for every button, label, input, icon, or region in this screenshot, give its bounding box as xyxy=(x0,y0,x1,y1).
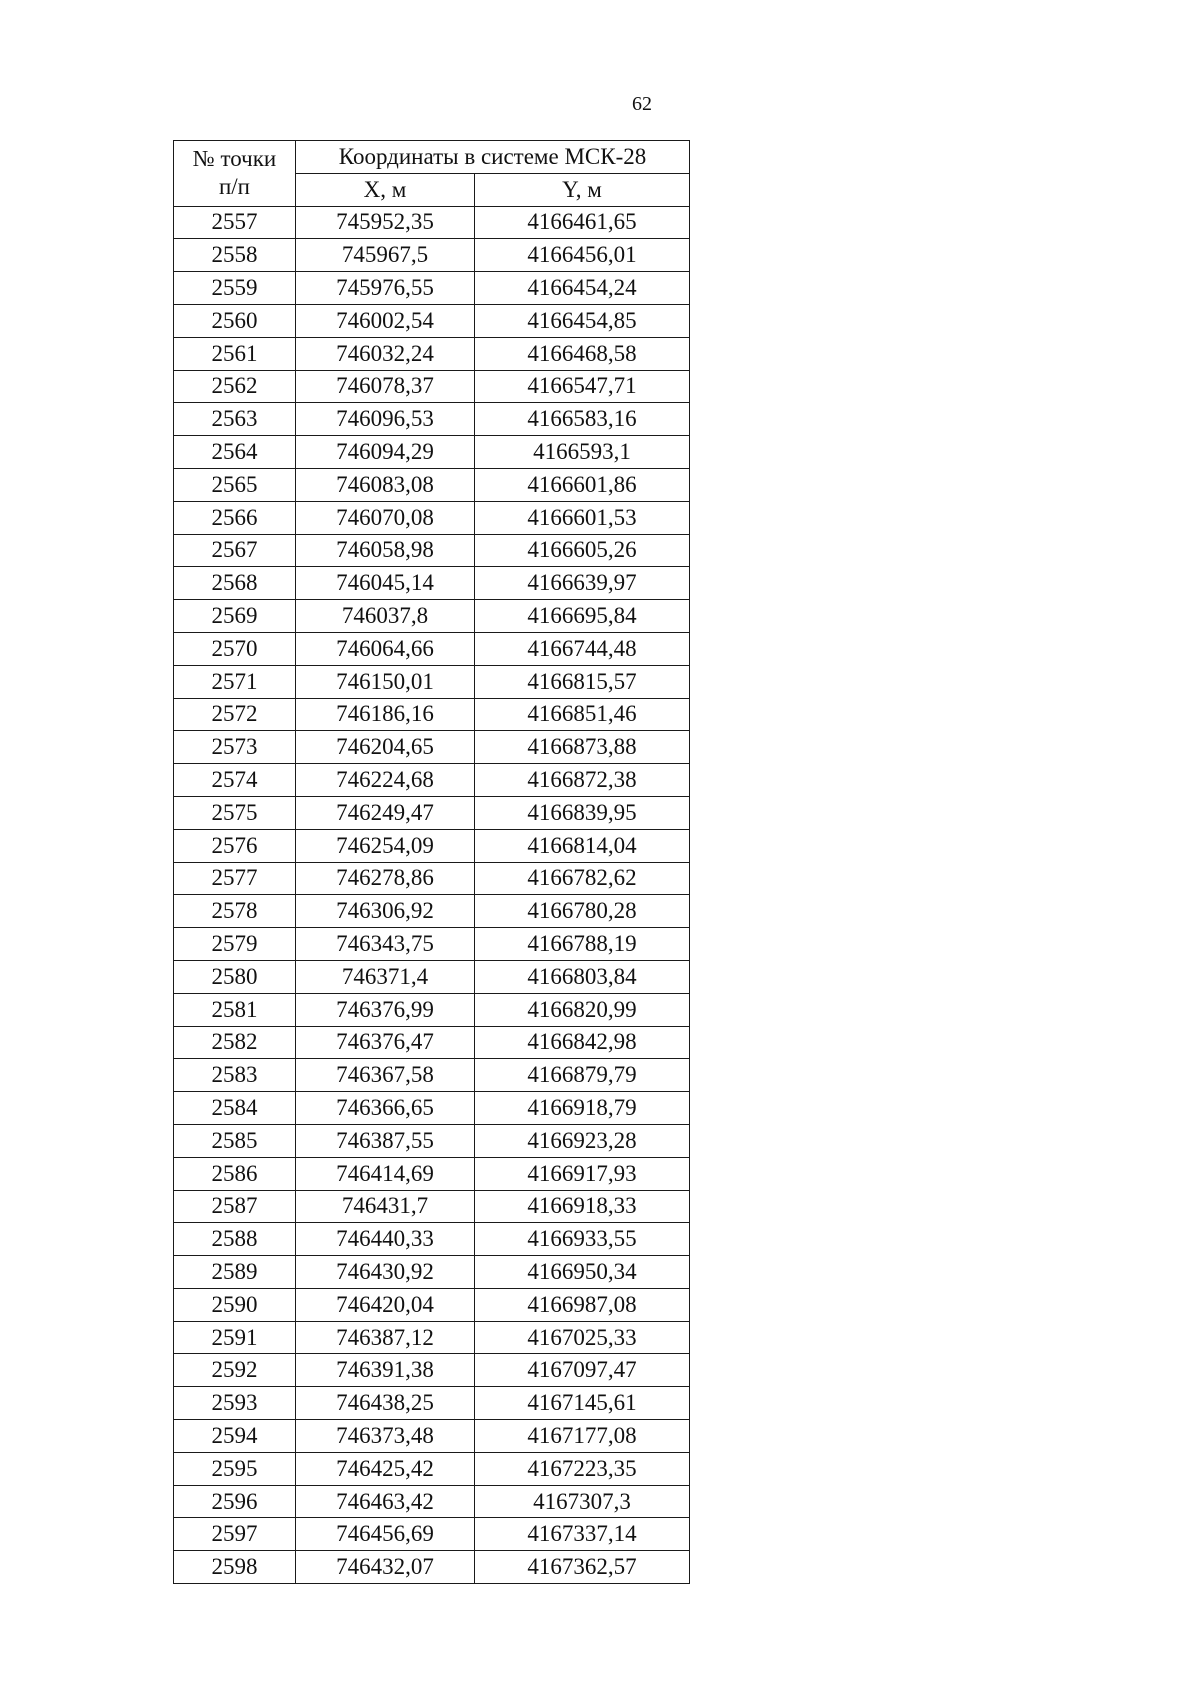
table-row xyxy=(174,1387,690,1420)
x-coordinate-cell: 746456,69 xyxy=(296,1518,475,1551)
y-coordinate-cell: 4166456,01 xyxy=(475,239,690,272)
point-number-cell: 2570 xyxy=(174,632,296,665)
x-coordinate-cell: 746432,07 xyxy=(296,1551,475,1584)
table-row xyxy=(174,370,690,403)
y-coordinate-cell: 4166814,04 xyxy=(475,829,690,862)
point-number-cell: 2582 xyxy=(174,1026,296,1059)
y-coordinate-cell: 4166933,55 xyxy=(475,1223,690,1256)
point-number-cell: 2589 xyxy=(174,1256,296,1289)
table-row xyxy=(174,698,690,731)
table-row xyxy=(174,403,690,436)
x-coordinate-cell: 746438,25 xyxy=(296,1387,475,1420)
y-coordinate-cell: 4166601,86 xyxy=(475,468,690,501)
y-coordinate-cell: 4166918,33 xyxy=(475,1190,690,1223)
point-number-cell: 2573 xyxy=(174,731,296,764)
table-row xyxy=(174,436,690,469)
table-row xyxy=(174,337,690,370)
point-number-cell: 2557 xyxy=(174,206,296,239)
point-number-cell: 2594 xyxy=(174,1420,296,1453)
x-coordinate-cell: 746224,68 xyxy=(296,764,475,797)
y-coordinate-cell: 4167145,61 xyxy=(475,1387,690,1420)
y-coordinate-cell: 4166873,88 xyxy=(475,731,690,764)
point-number-cell: 2578 xyxy=(174,895,296,928)
point-number-cell: 2591 xyxy=(174,1321,296,1354)
table-row xyxy=(174,960,690,993)
y-coordinate-cell: 4166917,93 xyxy=(475,1157,690,1190)
y-coordinate-cell: 4166815,57 xyxy=(475,665,690,698)
header-row-top xyxy=(174,141,690,174)
y-coordinate-cell: 4166851,46 xyxy=(475,698,690,731)
x-column-header: X, м xyxy=(296,173,475,206)
point-number-cell: 2566 xyxy=(174,501,296,534)
point-number-cell: 2568 xyxy=(174,567,296,600)
x-coordinate-cell: 746387,12 xyxy=(296,1321,475,1354)
point-number-cell: 2584 xyxy=(174,1092,296,1125)
y-coordinate-cell: 4166593,1 xyxy=(475,436,690,469)
table-row xyxy=(174,304,690,337)
x-coordinate-cell: 746096,53 xyxy=(296,403,475,436)
point-number-header-line1: № точки xyxy=(192,146,277,172)
point-number-cell: 2575 xyxy=(174,796,296,829)
y-coordinate-cell: 4166987,08 xyxy=(475,1288,690,1321)
table-row xyxy=(174,895,690,928)
x-coordinate-cell: 746414,69 xyxy=(296,1157,475,1190)
x-coordinate-cell: 746037,8 xyxy=(296,600,475,633)
x-coordinate-cell: 746420,04 xyxy=(296,1288,475,1321)
x-coordinate-cell: 746430,92 xyxy=(296,1256,475,1289)
x-coordinate-cell: 746278,86 xyxy=(296,862,475,895)
y-coordinate-cell: 4166950,34 xyxy=(475,1256,690,1289)
table-body xyxy=(174,206,690,1583)
y-coordinate-cell: 4166918,79 xyxy=(475,1092,690,1125)
y-coordinate-cell: 4167307,3 xyxy=(475,1485,690,1518)
y-coordinate-cell: 4166820,99 xyxy=(475,993,690,1026)
y-column-header: Y, м xyxy=(475,173,690,206)
table-row xyxy=(174,1190,690,1223)
y-coordinate-cell: 4167025,33 xyxy=(475,1321,690,1354)
table-row xyxy=(174,534,690,567)
y-coordinate-cell: 4166605,26 xyxy=(475,534,690,567)
point-number-cell: 2563 xyxy=(174,403,296,436)
table-row xyxy=(174,567,690,600)
table-row xyxy=(174,1124,690,1157)
x-coordinate-cell: 746440,33 xyxy=(296,1223,475,1256)
point-number-cell: 2569 xyxy=(174,600,296,633)
x-coordinate-cell: 745952,35 xyxy=(296,206,475,239)
point-number-cell: 2572 xyxy=(174,698,296,731)
point-number-cell: 2588 xyxy=(174,1223,296,1256)
table-row xyxy=(174,600,690,633)
x-coordinate-cell: 746387,55 xyxy=(296,1124,475,1157)
y-coordinate-cell: 4166879,79 xyxy=(475,1059,690,1092)
x-coordinate-cell: 746186,16 xyxy=(296,698,475,731)
x-coordinate-cell: 746371,4 xyxy=(296,960,475,993)
y-coordinate-cell: 4166788,19 xyxy=(475,928,690,961)
table-row xyxy=(174,272,690,305)
x-coordinate-cell: 746058,98 xyxy=(296,534,475,567)
x-coordinate-cell: 746425,42 xyxy=(296,1452,475,1485)
x-coordinate-cell: 746376,47 xyxy=(296,1026,475,1059)
point-number-cell: 2571 xyxy=(174,665,296,698)
y-coordinate-cell: 4166780,28 xyxy=(475,895,690,928)
x-coordinate-cell: 746431,7 xyxy=(296,1190,475,1223)
point-number-cell: 2558 xyxy=(174,239,296,272)
point-number-cell: 2592 xyxy=(174,1354,296,1387)
table-row xyxy=(174,1518,690,1551)
x-coordinate-cell: 746032,24 xyxy=(296,337,475,370)
point-number-cell: 2579 xyxy=(174,928,296,961)
point-number-cell: 2567 xyxy=(174,534,296,567)
x-coordinate-cell: 746367,58 xyxy=(296,1059,475,1092)
table-row xyxy=(174,829,690,862)
y-coordinate-cell: 4166872,38 xyxy=(475,764,690,797)
y-coordinate-cell: 4166744,48 xyxy=(475,632,690,665)
y-coordinate-cell: 4166839,95 xyxy=(475,796,690,829)
point-number-cell: 2581 xyxy=(174,993,296,1026)
y-coordinate-cell: 4166842,98 xyxy=(475,1026,690,1059)
x-coordinate-cell: 746373,48 xyxy=(296,1420,475,1453)
table-row xyxy=(174,1420,690,1453)
point-number-cell: 2583 xyxy=(174,1059,296,1092)
x-coordinate-cell: 746078,37 xyxy=(296,370,475,403)
table-row xyxy=(174,1321,690,1354)
table-row xyxy=(174,1288,690,1321)
point-number-cell: 2565 xyxy=(174,468,296,501)
point-number-cell: 2593 xyxy=(174,1387,296,1420)
y-coordinate-cell: 4166461,65 xyxy=(475,206,690,239)
table-row xyxy=(174,1223,690,1256)
table-row xyxy=(174,764,690,797)
point-number-cell: 2560 xyxy=(174,304,296,337)
point-number-cell: 2596 xyxy=(174,1485,296,1518)
point-number-cell: 2590 xyxy=(174,1288,296,1321)
table-row xyxy=(174,1485,690,1518)
point-number-cell: 2562 xyxy=(174,370,296,403)
table-row xyxy=(174,501,690,534)
x-coordinate-cell: 746094,29 xyxy=(296,436,475,469)
y-coordinate-cell: 4166583,16 xyxy=(475,403,690,436)
point-number-cell: 2577 xyxy=(174,862,296,895)
point-number-header-line2: п/п xyxy=(218,174,250,200)
y-coordinate-cell: 4166803,84 xyxy=(475,960,690,993)
y-coordinate-cell: 4166547,71 xyxy=(475,370,690,403)
table-row xyxy=(174,928,690,961)
point-number-cell: 2597 xyxy=(174,1518,296,1551)
x-coordinate-cell: 746376,99 xyxy=(296,993,475,1026)
point-number-cell: 2586 xyxy=(174,1157,296,1190)
point-number-cell: 2585 xyxy=(174,1124,296,1157)
table-row xyxy=(174,665,690,698)
table-row xyxy=(174,632,690,665)
x-coordinate-cell: 746070,08 xyxy=(296,501,475,534)
y-coordinate-cell: 4167362,57 xyxy=(475,1551,690,1584)
x-coordinate-cell: 746045,14 xyxy=(296,567,475,600)
point-number-cell: 2587 xyxy=(174,1190,296,1223)
y-coordinate-cell: 4166639,97 xyxy=(475,567,690,600)
x-coordinate-cell: 746463,42 xyxy=(296,1485,475,1518)
x-coordinate-cell: 746204,65 xyxy=(296,731,475,764)
y-coordinate-cell: 4167097,47 xyxy=(475,1354,690,1387)
point-number-cell: 2576 xyxy=(174,829,296,862)
point-number-cell: 2561 xyxy=(174,337,296,370)
y-coordinate-cell: 4167177,08 xyxy=(475,1420,690,1453)
coordinate-system-header: Координаты в системе МСК-28 xyxy=(296,141,690,174)
table-row xyxy=(174,1092,690,1125)
table-row xyxy=(174,1059,690,1092)
table-row xyxy=(174,1551,690,1584)
point-number-cell: 2564 xyxy=(174,436,296,469)
table-row xyxy=(174,206,690,239)
x-coordinate-cell: 746254,09 xyxy=(296,829,475,862)
table-header xyxy=(174,141,690,207)
y-coordinate-cell: 4167337,14 xyxy=(475,1518,690,1551)
y-coordinate-cell: 4166468,58 xyxy=(475,337,690,370)
x-coordinate-cell: 746366,65 xyxy=(296,1092,475,1125)
y-coordinate-cell: 4166923,28 xyxy=(475,1124,690,1157)
page-number: 62 xyxy=(632,93,652,115)
point-number-header xyxy=(174,141,296,207)
x-coordinate-cell: 746391,38 xyxy=(296,1354,475,1387)
point-number-cell: 2598 xyxy=(174,1551,296,1584)
point-number-cell: 2559 xyxy=(174,272,296,305)
y-coordinate-cell: 4166782,62 xyxy=(475,862,690,895)
table-row xyxy=(174,796,690,829)
x-coordinate-cell: 746150,01 xyxy=(296,665,475,698)
table-row xyxy=(174,862,690,895)
y-coordinate-cell: 4166454,85 xyxy=(475,304,690,337)
y-coordinate-cell: 4167223,35 xyxy=(475,1452,690,1485)
table-row xyxy=(174,1452,690,1485)
coordinates-table xyxy=(173,140,690,1584)
x-coordinate-cell: 746002,54 xyxy=(296,304,475,337)
point-number-cell: 2574 xyxy=(174,764,296,797)
x-coordinate-cell: 746249,47 xyxy=(296,796,475,829)
y-coordinate-cell: 4166601,53 xyxy=(475,501,690,534)
table-row xyxy=(174,731,690,764)
x-coordinate-cell: 745967,5 xyxy=(296,239,475,272)
point-number-cell: 2595 xyxy=(174,1452,296,1485)
x-coordinate-cell: 746083,08 xyxy=(296,468,475,501)
table-row xyxy=(174,1026,690,1059)
y-coordinate-cell: 4166454,24 xyxy=(475,272,690,305)
table-row xyxy=(174,1157,690,1190)
x-coordinate-cell: 745976,55 xyxy=(296,272,475,305)
table-row xyxy=(174,1256,690,1289)
x-coordinate-cell: 746064,66 xyxy=(296,632,475,665)
y-coordinate-cell: 4166695,84 xyxy=(475,600,690,633)
table-row xyxy=(174,468,690,501)
table-row xyxy=(174,993,690,1026)
x-coordinate-cell: 746306,92 xyxy=(296,895,475,928)
x-coordinate-cell: 746343,75 xyxy=(296,928,475,961)
point-number-cell: 2580 xyxy=(174,960,296,993)
table-row xyxy=(174,1354,690,1387)
table-row xyxy=(174,239,690,272)
